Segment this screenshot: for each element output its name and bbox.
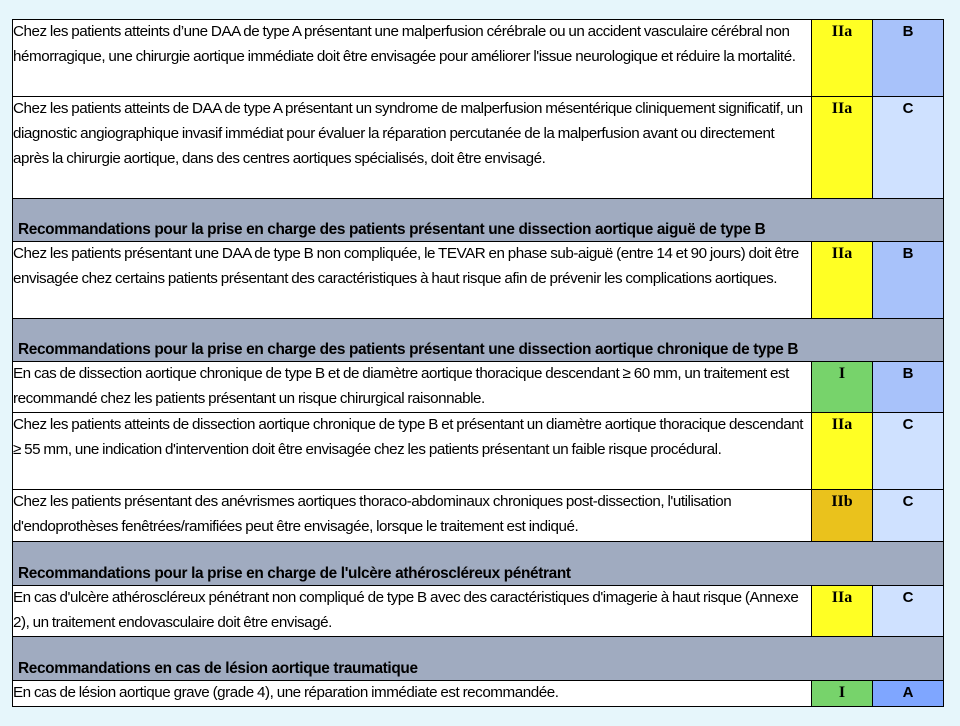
class-badge: IIa	[812, 242, 873, 319]
level-badge: C	[873, 97, 944, 199]
table-row	[13, 242, 944, 319]
level-badge: B	[873, 20, 944, 97]
section-header-row	[13, 199, 944, 242]
recommendation-text: Chez les patients atteints de dissection aortique chronique de type B et présentant un diamètre aortique thoracique descendant ≥ 55 mm, une indication d'intervention doit être envisagée chez les patients présentant un faible risque procédural.	[13, 413, 812, 490]
section-header: Recommandations en cas de lésion aortique traumatique	[13, 637, 944, 681]
level-badge: C	[873, 586, 944, 637]
recommendation-text: En cas de lésion aortique grave (grade 4), une réparation immédiate est recommandée.	[13, 681, 812, 707]
recommendation-text: Chez les patients atteints d’une DAA de type A présentant une malperfusion cérébrale ou un accident vasculaire cérébral non hémorragique, une chirurgie aortique immédiate doit être envisagée pour améliorer l'issue neurologique et réduire la mortalité.	[13, 20, 812, 97]
table-row	[13, 586, 944, 637]
table-row	[13, 681, 944, 707]
table-row	[13, 413, 944, 490]
level-badge: A	[873, 681, 944, 707]
table-row	[13, 97, 944, 199]
class-badge: IIa	[812, 97, 873, 199]
level-badge: B	[873, 362, 944, 413]
recommendation-text: En cas d'ulcère athéroscléreux pénétrant non compliqué de type B avec des caractéristiques d'imagerie à haut risque (Annexe 2), un traitement endovasculaire doit être envisagé.	[13, 586, 812, 637]
class-badge: I	[812, 681, 873, 707]
table-row	[13, 490, 944, 542]
recommendation-text: Chez les patients présentant une DAA de type B non compliquée, le TEVAR en phase sub-aiguë (entre 14 et 90 jours) doit être envisagée chez certains patients présentant des caractéristiques à haut risque afin de prévenir les complications aortiques.	[13, 242, 812, 319]
section-header-row	[13, 637, 944, 681]
recommendation-text: En cas de dissection aortique chronique de type B et de diamètre aortique thoracique descendant ≥ 60 mm, un traitement est recommandé chez les patients présentant un risque chirurgical raisonnable.	[13, 362, 812, 413]
table-row	[13, 362, 944, 413]
section-header-row	[13, 542, 944, 586]
level-badge: B	[873, 242, 944, 319]
class-badge: IIa	[812, 586, 873, 637]
class-badge: IIa	[812, 413, 873, 490]
recommendation-text: Chez les patients présentant des anévrismes aortiques thoraco-abdominaux chroniques post-dissection, l'utilisation d'endoprothèses fenêtrées/ramifiées peut être envisagée, lorsque le traitement est indiqué.	[13, 490, 812, 542]
section-header-row	[13, 319, 944, 362]
recommendation-text: Chez les patients atteints de DAA de type A présentant un syndrome de malperfusion mésentérique cliniquement significatif, un diagnostic angiographique invasif immédiat pour évaluer la réparation percutanée de la malperfusion avant ou directement après la chirurgie aortique, dans des centres aortiques spécialisés, doit être envisagé.	[13, 97, 812, 199]
level-badge: C	[873, 490, 944, 542]
class-badge: IIb	[812, 490, 873, 542]
section-header: Recommandations pour la prise en charge des patients présentant une dissection aortique chronique de type B	[13, 319, 944, 362]
level-badge: C	[873, 413, 944, 490]
class-badge: I	[812, 362, 873, 413]
section-header: Recommandations pour la prise en charge de l'ulcère athéroscléreux pénétrant	[13, 542, 944, 586]
section-header: Recommandations pour la prise en charge des patients présentant une dissection aortique aiguë de type B	[13, 199, 944, 242]
table-row	[13, 20, 944, 97]
class-badge: IIa	[812, 20, 873, 97]
recommendations-table	[12, 19, 944, 707]
